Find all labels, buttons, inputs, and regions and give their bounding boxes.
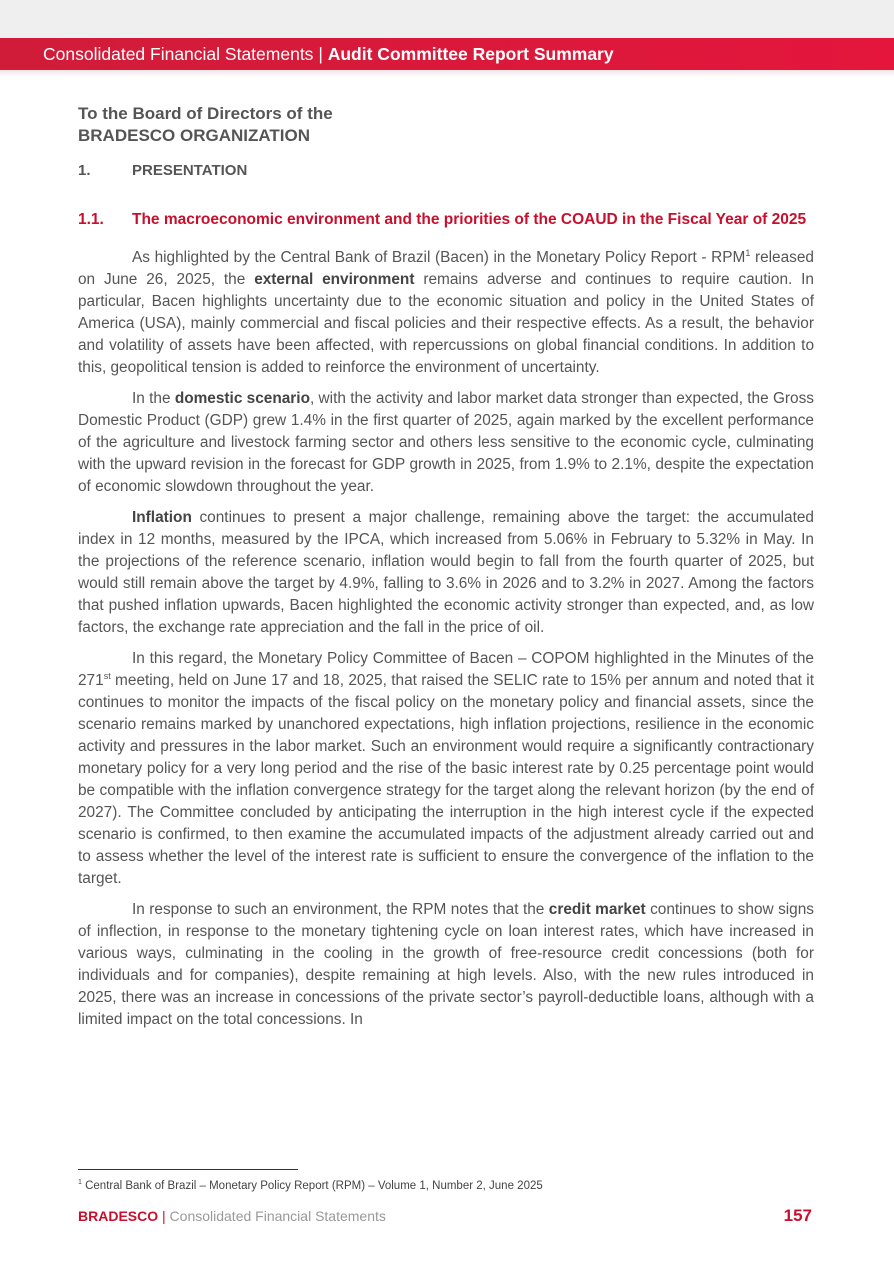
- paragraph-domestic-scenario: [78, 388, 814, 498]
- p1-text-c: remains adverse and continues to require caution. In particular, Bacen highlights uncertainty due to the economic situation and policy in the United States of America (USA), mainly commercial and fiscal policies and their respective effects. As a result, the behavior and volatility of assets have been affected, with repercussions on global financial conditions. In addition to this, geopolitical tension is added to reinforce the environment of uncertainty.: [78, 271, 814, 376]
- p1-text-a: As highlighted by the Central Bank of Brazil (Bacen) in the Monetary Policy Report - RPM: [132, 249, 746, 266]
- footer-brand: BRADESCO: [78, 1208, 159, 1224]
- p2-text-a: In the: [132, 390, 175, 407]
- paragraph-inflation: [78, 507, 814, 639]
- document-body: [78, 103, 814, 1031]
- p4-text-b: meeting, held on June 17 and 18, 2025, that raised the SELIC rate to 15% per annum and noted that it continues to monitor the impacts of the fiscal policy on the monetary policy and financial assets, since the scenario remains marked by unanchored expectations, high inflation projections, resilience in the economic activity and pressures in the labor market. Such an environment would require a significantly contractionary monetary policy for a very long period and the rise of the basic interest rate by 0.25 percentage point would be compatible with the inflation convergence strategy for the target along the relevant horizon (by the end of 2027). The Committee concluded by anticipating the interruption in the high interest cycle if the expected scenario is confirmed, to then examine the accumulated impacts of the adjustment already carried out and to assess whether the level of the interest rate is sufficient to ensure the convergence of the inflation to the target.: [78, 672, 814, 887]
- top-margin: [0, 0, 894, 38]
- p1-bold: external environment: [254, 271, 415, 288]
- section-1-1-heading: [78, 208, 814, 231]
- p3-text-a: continues to present a major challenge, remaining above the target: the accumulated index in 12 months, measured by the IPCA, which increased from 5.06% in February to 5.32% in May. In the projections of the reference scenario, inflation would begin to fall from the fourth quarter of 2025, but would still remain above the target by 4.9%, falling to 3.6% in 2026 and to 3.2% in 2027. Among the factors that pushed inflation upwards, Bacen highlighted the economic activity stronger than expected, and, as low factors, the exchange rate appreciation and the fall in the price of oil.: [78, 509, 814, 636]
- p4-text-a: In this regard, the Monetary Policy Committee of Bacen – COPOM highlighted in the Minutes of the 271: [78, 650, 814, 689]
- header-divider: |: [318, 44, 323, 64]
- footer-divider: |: [158, 1208, 170, 1224]
- section-1-title: PRESENTATION: [132, 162, 248, 179]
- paragraph-copom: [78, 648, 814, 890]
- header-shadow: [0, 70, 894, 77]
- ordinal-suffix: st: [103, 670, 111, 681]
- p5-text-a: In response to such an environment, the RPM notes that the: [132, 901, 549, 918]
- paragraph-credit-market: [78, 899, 814, 1031]
- addressee-line-2: BRADESCO ORGANIZATION: [78, 126, 311, 145]
- section-1-heading: [78, 161, 814, 181]
- footnote: [78, 1179, 543, 1192]
- header-banner: [0, 38, 894, 70]
- header-report-title: Audit Committee Report Summary: [327, 44, 614, 64]
- section-1-1-number: 1.1.: [78, 211, 104, 228]
- footnote-separator: [78, 1169, 298, 1170]
- p1-text-b: released on June 26, 2025, the: [78, 249, 814, 288]
- page-number: 157: [783, 1206, 812, 1225]
- footer-document-title: Consolidated Financial Statements: [169, 1208, 386, 1224]
- p3-bold: Inflation: [132, 509, 192, 526]
- page-footer: [78, 1208, 386, 1224]
- paragraph-external-environment: [78, 247, 814, 379]
- footnote-mark: 1: [78, 1179, 82, 1186]
- footnote-text: Central Bank of Brazil – Monetary Policy Report (RPM) – Volume 1, Number 2, June 2025: [81, 1179, 543, 1192]
- p2-text-b: , with the activity and labor market data stronger than expected, the Gross Domestic Product (GDP) grew 1.4% in the first quarter of 2025, again marked by the excellent performance of the agriculture and livestock farming sector and others less sensitive to the economic cycle, culminating with the upward revision in the forecast for GDP growth in 2025, from 1.9% to 2.1%, despite the expectation of economic slowdown throughout the year.: [78, 390, 814, 495]
- section-1-number: 1.: [78, 162, 91, 179]
- header-section: Consolidated Financial Statements: [43, 44, 314, 64]
- p2-bold: domestic scenario: [174, 390, 310, 407]
- footnote-reference: 1: [745, 247, 751, 258]
- addressee-line-1: To the Board of Directors of the: [78, 104, 333, 123]
- p5-bold: credit market: [548, 901, 646, 918]
- section-1-1-title: The macroeconomic environment and the priorities of the COAUD in the Fiscal Year of 2025: [132, 211, 807, 228]
- p5-text-b: continues to show signs of inflection, in response to the monetary tightening cycle on loan interest rates, which have increased in various ways, culminating in the cooling in the growth of free-resource credit concessions (both for individuals and for companies), despite remaining at high levels. Also, with the new rules introduced in 2025, there was an increase in concessions of the private sector’s payroll-deductible loans, although with a limited impact on the total concessions. In: [78, 901, 814, 1028]
